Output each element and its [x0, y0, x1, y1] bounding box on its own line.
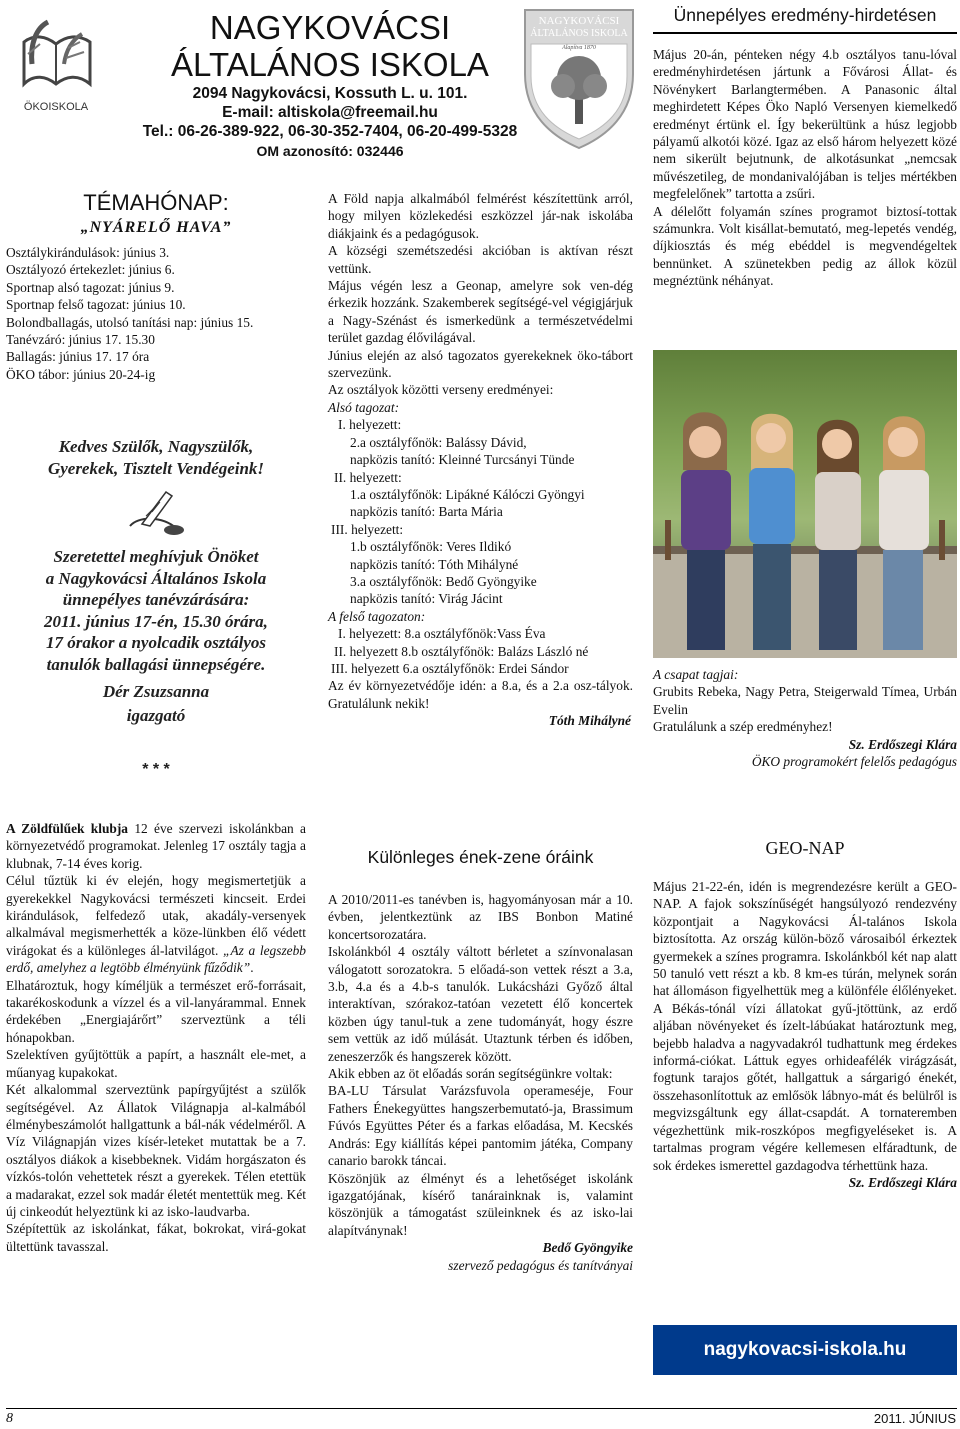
right-signature-role: ÖKO programokért felelős pedagógus [751, 754, 957, 770]
right-heading: Ünnepélyes eredmény-hirdetésen [653, 0, 957, 34]
lower-grade-label: Alsó tagozat: [328, 399, 400, 415]
oko-logo-text: ÖKOISKOLA [23, 101, 89, 114]
invite-line: 2011. június 17-én, 15.30 órára, [44, 611, 268, 631]
zoldfulu-lead-bold: A Zöldfülűek klubja [6, 821, 129, 836]
invite-role: igazgató [126, 706, 186, 725]
website-banner[interactable]: nagykovacsi-iskola.hu [653, 1325, 957, 1375]
zoldfulu-para-text: Célul tűztük ki év elején, hogy megismertetjük a gyerekekkel Nagykovácsi természeti kincseit. Erdei kirándulások, felfedező utak, akadály-versenyek alkalmával megismerhették a köze-lünkben élő védett virágokat és a különleges ál-latvilágot. [6, 873, 306, 958]
rank-2: II. helyezett: [334, 469, 402, 485]
rank-2-detail: napközis tanító: Barta Mária [350, 504, 503, 520]
school-address: 2094 Nagykovácsi, Kossuth L. u. 101. [192, 85, 468, 102]
crest-line3: Alapítva 1870 [562, 45, 596, 51]
crest-line1: NAGYKOVÁCSI [538, 15, 620, 27]
enek-para: Köszönjük az élményt és a lehetőséget iskolánk igazgatójának, kísérő tanárainknak is, valamint köszönjük a támogatást szüleinknek és az isko-lai alapítványnak! [328, 1170, 633, 1238]
geo-title: GEO-NAP [765, 838, 845, 858]
enek-para: Akik ebben az öt előadás során segítségünkre voltak: [328, 1066, 613, 1082]
upper-rank-3: III. helyezett 6.a osztályfőnök: Erdei Sándor [331, 660, 569, 676]
rank-2-detail: 1.a osztályfőnök: Lipákné Kálóczi Gyöngyi [350, 486, 585, 502]
upper-rank-2: II. helyezett 8.b osztályfőnök: Balázs László né [334, 643, 589, 659]
zoldfulu-para: Elhatároztuk, hogy kíméljük a természet erő-forrásait, takarékoskodunk a vízzel és a vil-lanyárammal. Ennek érdekében „Energiajárőrt” szerveztünk a téli hónapokban. [6, 977, 306, 1045]
rank-3-detail: napközis tanító: Virág Jácint [350, 591, 503, 607]
quill-icon [6, 480, 306, 546]
zoldfulu-para: Két alkalommal szerveztünk papírgyűjtést a szülők segítségével. Az Állatok Világnapja al-kalmából élménybeszámolót hallgattunk a bál-nák védelméről. A Víz Világnapján vizes kísér-leteket mutattak be a 7. osztályos diákok a kisebbeknek. Vidám horgászaton és vízkós-tolón vehettetek részt a gyerekek. Télen etettük a madarakat, ezzel sok madár életét mentettük meg. Két új cinkeodút helyeztünk ki az isko-laudvarba. [6, 1082, 306, 1219]
photo-caption-label: A csapat tagjai: [653, 667, 739, 682]
tema-item: Tanévzáró: június 17. 15.30 [6, 332, 155, 348]
invite-line: a Nagykovácsi Általános Iskola [45, 568, 267, 588]
footer-date: 2011. JÚNIUS [873, 1411, 956, 1426]
zoldfulu-para [6, 872, 306, 976]
rank-3-detail: napközis tanító: Tóth Mihályné [350, 556, 519, 572]
zoldfulu-lead-rest: 12 éve szervezi iskolánkban a környezetvédő programokat. Jelenleg 17 osztály tagja a klubnak, 7-14 éves korig. [6, 821, 306, 871]
right-signature: Sz. Erdőszegi Klára [848, 736, 957, 752]
middle-para: Június elején az alsó tagozatos gyerekeknek öko-tábort szervezünk. [328, 347, 633, 381]
tema-item: Sportnap alsó tagozat: június 9. [6, 279, 175, 295]
rank-3-detail: 3.a osztályfőnök: Bedő Gyöngyike [350, 573, 537, 589]
tema-title: TÉMAHÓNAP: [83, 190, 229, 215]
school-name-line1: NAGYKOVÁCSI [209, 9, 451, 46]
tema-item: Osztálykirándulások: június 3. [6, 245, 170, 260]
enek-signature: Bedő Gyöngyike [542, 1240, 633, 1256]
school-name-line2: ÁLTALÁNOS ISKOLA [171, 46, 489, 83]
om-id: OM azonosító: 032446 [256, 143, 404, 159]
zoldfulu-para: Szelektíven gyűjtöttük a papírt, a használt ele-met, a műanyag kupakokat. [6, 1047, 306, 1080]
zoldfulu-lead [6, 820, 306, 872]
invite-stars: * * * [142, 761, 170, 778]
right-para: A délelőtt folyamán színes programot biztosí-tottak számunkra. Volt kisállat-bemutató, meg-lepetés vendég, díjkiosztás és még ebéddel is megvendégeltek bennünket. A szünetekben pedig az állok közül megnéztünk néhányat. [653, 203, 957, 289]
footer-rule [6, 1408, 957, 1409]
rank-3: III. helyezett: [331, 521, 404, 537]
invite-signer: Dér Zsuzsanna [102, 682, 210, 701]
enek-para: BA-LU Társulat Varázsfuvola operameséje, Four Fathers Énekegyüttes hangszerbemutató-ja, Brassimum Fúvós Együttes Péter és a farkas előadása, M. Kecskés András: Egy kiállítás képei pantomim játéka, Company canario barokk táncai. [328, 1083, 633, 1169]
school-crest [517, 4, 641, 152]
rank-1: I. helyezett: [338, 417, 402, 433]
upper-rank-1: I. helyezett: 8.a osztályfőnök:Vass Éva [338, 626, 546, 642]
rank-3-detail: 1.b osztályfőnök: Veres Ildikó [350, 539, 512, 555]
middle-closing: Az év környezetvédője idén: a 8.a, és a 2.a osz-tályok. Gratulálunk nekik! [328, 678, 633, 711]
middle-signature: Tóth Mihályné [548, 713, 631, 729]
tema-item: ÖKO tábor: június 20-24-ig [6, 366, 156, 382]
invite-line: ünnepélyes tanévzárására: [62, 590, 250, 609]
middle-para: A Föld napja alkalmából felmérést készítettünk arról, hogy milyen közlekedési eszközzel jár-nak iskolába diákjaink és a pedagógusok. [328, 191, 633, 241]
right-congrats: Gratulálunk a szép eredményhez! [653, 719, 833, 735]
oko-logo [6, 14, 106, 119]
invite-greeting: Kedves Szülők, Nagyszülők, [58, 437, 254, 456]
tema-subtitle: „NYÁRELŐ HAVA” [80, 219, 232, 236]
enek-para: Iskolánkból 4 osztály váltott bérletet a színvonalasan válogatott sorozatokra. 5 előadá-son vettek részt a 3.a, 3.b, 4.a és a 4.b-s tanulók. Lukácsházi Győző által interaktívan, szórakoz-tatóan vezetett élő koncertek közben úgy tanul-tuk a zene tudományát, hogy észre sem vettük az idő múlását. Utaztunk térben és időben, zeneszerzők és hangszerek között. [328, 944, 633, 1064]
book-tree-icon [6, 14, 106, 96]
invite-line: Szeretettel meghívjuk Önöket [53, 547, 259, 566]
page-number: 8 [6, 1411, 13, 1426]
crest-line2: ÁLTALÁNOS ISKOLA [530, 28, 628, 39]
zoldfulu-para: Szépítettük az iskolánkat, fákat, bokrokat, virá-gokat ültettünk tavasszal. [6, 1221, 306, 1254]
zoldfulu-para-end: . [250, 960, 254, 976]
tema-list [6, 244, 306, 383]
middle-para: Május végén lesz a Geonap, amelyre sok ven-dég érkezik hozzánk. Szakemberek segítségé-vel végigjárjuk a Nagy-Szénást és ismerkedünk a természetvédelmi terület gazdag élővilágával. [328, 278, 633, 346]
rank-1-detail: napközis tanító: Kleinné Turcsányi Tünde [350, 452, 575, 468]
invite-line: tanulók ballagási ünnepségére. [46, 654, 266, 674]
enek-title: Különleges ének-zene óráink [367, 847, 594, 867]
team-photo [653, 350, 957, 658]
geo-signature: Sz. Erdőszegi Klára [848, 1174, 957, 1190]
invite-greeting: Gyerekek, Tisztelt Vendégeink! [47, 459, 265, 478]
geo-para: Május 21-22-én, idén is megrendezésre került a GEO-NAP. A fajok sokszínűségét hangsúlyozó rendezvény központjait a Nagykovácsi Ál-talános Iskola biztosította. Az ország külön-böző városaiból érkeztek gyermekek a színes programra. Iskolánkból két nap alatt 50 tanuló vett részt a kb. 8 km-es túrán, melynek során hat állomáson figyelhettük meg a különféle élőlényeket. A Békás-tónál vízi állatokat gyű-jtöttünk, az erdő aljában növényeket és ízelt-lábúakat határoztunk meg, bejebb haladva a nagyvadakról tudhattunk meg érdekes informá-ciókat. Láttuk egyes orhideafélék virágzását, fogtunk tarajos gőtét, hallgattuk a sárgarigó énekét, összehasonlítottuk az emlősök lábnyo-mát és belülről is megvizsgáltunk egy állat-csapdát. A tornateremben végezhettünk mik-roszkópos megfigyeléseket is. A tartalmas program végére kellemesen elfáradtunk, de sok érdekes ismerettel gazdagodva térhettünk haza. [653, 879, 957, 1173]
enek-para: A 2010/2011-es tanévben is, hagyományosan már a 10. évben, jelentkeztünk az IBS Bonbon Matiné koncertsorozatára. [328, 892, 633, 942]
right-para: Május 20-án, pénteken négy 4.b osztályos tanu-lóval eredményhirdetésen jártunk a Fővárosi Állat- és Növénykert Barlangtermében. A Panasonic által meghirdetett Képes Öko Napló Versenyen kiemelkedő eredményt értünk el. Így bekerültünk a húsz legjobb pályamű alkotói közé. Igaz az első három helyezett közé nem sikerült bejutnunk, de alkotásunkat „nemcsak művészetileg, de mondanivalójában is teljes mértékben megfelelőnek” tartotta a zsűri. [653, 47, 957, 202]
rank-1-detail: 2.a osztályfőnök: Balássy Dávid, [350, 434, 527, 450]
enek-signature-role: szervező pedagógus és tanítványai [448, 1257, 633, 1273]
invite-line: 17 órakor a nyolcadik osztályos [45, 633, 267, 652]
upper-grade-label: A felső tagozaton: [328, 608, 426, 624]
middle-para: A községi szemétszedési akcióban is aktívan részt vettünk. [328, 243, 633, 276]
tema-item: Sportnap felső tagozat: június 10. [6, 297, 186, 313]
tema-item: Bolondballagás, utolsó tanítási nap: június 15. [6, 314, 254, 330]
zoldfulu-quote: „Az a legszebb erdő, amelyhez a legtöbb élményünk fűződik” [6, 942, 306, 976]
school-phone: Tel.: 06-26-389-922, 06-30-352-7404, 06-20-499-5328 [142, 123, 518, 140]
school-email: E-mail: altiskola@freemail.hu [222, 104, 438, 121]
photo-caption-names: Grubits Rebeka, Nagy Petra, Steigerwald Tímea, Urbán Evelin [653, 684, 957, 717]
middle-para: Az osztályok közötti verseny eredményei: [328, 382, 554, 398]
tema-item: Osztályozó értekezlet: június 6. [6, 262, 175, 278]
tema-item: Ballagás: június 17. 17 óra [6, 349, 150, 365]
